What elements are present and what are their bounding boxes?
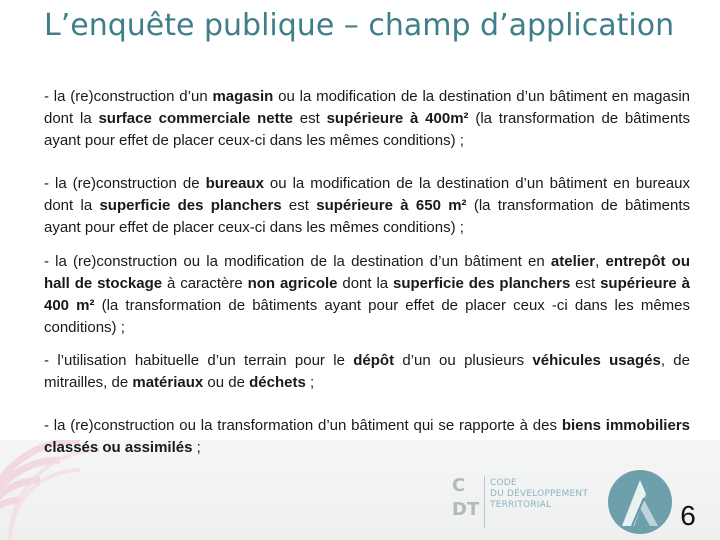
text-run: est — [281, 197, 317, 214]
text-run: est — [570, 275, 601, 292]
text-run: - la (re)construction ou la modification de la destination d’un bâtiment en — [44, 253, 551, 270]
text-run: - l’utilisation habituelle d’un terrain pour le — [44, 352, 354, 369]
paragraph-biens-classes — [44, 415, 690, 459]
cdt-logo-separator — [484, 476, 485, 528]
cdt-logo — [452, 474, 602, 530]
text-run: d’un ou plusieurs — [394, 352, 533, 369]
bold-term: superficie des planchers — [392, 275, 571, 292]
text-run: , de mitrailles, de — [44, 352, 690, 391]
text-run: (la transformation de bâtiments ayant pour effet de placer ceux-ci dans les mêmes conditions) ; — [44, 110, 690, 149]
cdt-logo-mark-line2: DT — [452, 499, 480, 520]
text-run: est — [292, 110, 327, 127]
text-run: , — [595, 253, 606, 270]
page-title: L’enquête publique – champ d’application — [44, 8, 675, 43]
bold-term: magasin — [212, 88, 274, 105]
paragraph-atelier — [44, 251, 690, 339]
paragraph-magasin — [44, 86, 690, 152]
cdt-logo-mark — [452, 474, 482, 530]
bold-term: atelier — [550, 253, 596, 270]
page-number: 6 — [680, 500, 696, 531]
text-run: à caractère — [162, 275, 248, 292]
bold-term: non agricole — [247, 275, 338, 292]
text-run: - la (re)construction d’un — [44, 88, 213, 105]
bold-term: bureaux — [205, 175, 264, 192]
text-run: ou la modification de la destination d’un bâtiment en bureaux dont la — [44, 175, 690, 214]
bold-term: biens immobiliers classés ou assimilés — [44, 417, 690, 456]
bold-term: dépôt — [353, 352, 395, 369]
bold-term: entrepôt ou hall de stockage — [44, 253, 690, 292]
cdt-logo-text-line2: DU DÉVELOPPEMENT — [490, 489, 589, 499]
bold-term: véhicules usagés — [532, 352, 661, 369]
cdt-logo-mark-line1: C — [452, 475, 466, 496]
cdt-logo-text-line1: CODE — [490, 478, 517, 488]
bold-term: déchets — [249, 374, 306, 391]
text-run: - la (re)construction de — [44, 175, 206, 192]
paragraph-bureaux — [44, 173, 690, 239]
bold-term: superficie des planchers — [99, 197, 282, 214]
text-run: (la transformation de bâtiments ayant pour effet de placer ceux-ci dans les mêmes conditions) ; — [44, 197, 690, 236]
text-run: ou la modification de la destination d’un bâtiment en magasin dont la — [44, 88, 690, 127]
text-run: ; — [305, 374, 315, 391]
wallonia-emblem-icon — [606, 468, 674, 536]
text-run: dont la — [337, 275, 393, 292]
cdt-logo-text — [490, 478, 602, 511]
text-run: ou de — [203, 374, 250, 391]
bold-term: supérieure à 400 m² — [44, 275, 690, 314]
text-run: ; — [192, 439, 201, 456]
bold-term: supérieure à 650 m² — [316, 197, 467, 214]
text-run: (la transformation de bâtiments ayant pour effet de placer ceux -ci dans les mêmes conditions) ; — [44, 297, 690, 336]
cdt-logo-text-line3: TERRITORIAL — [490, 500, 552, 510]
paragraph-depot — [44, 350, 690, 394]
bold-term: supérieure à 400m² — [326, 110, 469, 127]
content-body — [44, 86, 690, 459]
text-run: - la (re)construction ou la transformation d’un bâtiment qui se rapporte à des — [44, 417, 562, 434]
bold-term: surface commerciale nette — [98, 110, 293, 127]
bold-term: matériaux — [132, 374, 204, 391]
